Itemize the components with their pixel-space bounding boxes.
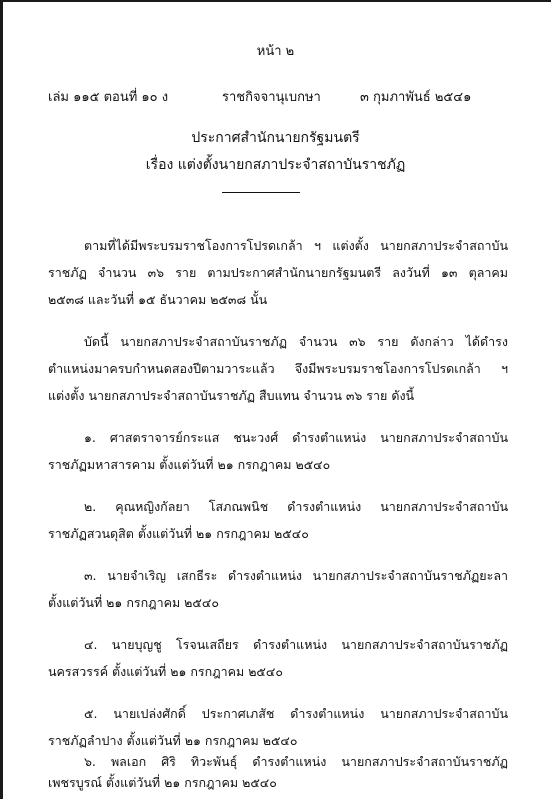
appointment-item-cont: ราชภัฏสวนดุสิต ตั้งแต่วันที่ ๒๑ กรกฎาคม ๒๕๔๐ bbox=[48, 526, 309, 541]
paragraph-1-line: ๒๕๓๘ และวันที่ ๑๕ ธันวาคม ๒๕๓๘ นั้น bbox=[48, 292, 268, 307]
paragraph-1-line: ตามที่ได้มีพระบรมราชโองการโปรดเกล้า ฯ แต่งตั้ง นายกสภาประจำสถาบัน bbox=[84, 238, 508, 253]
scan-edge bbox=[0, 0, 3, 799]
appointment-item: ๔. นายบุญชู โรจนเสถียร ดำรงตำแหน่ง นายกสภาประจำสถาบันราชภัฏ bbox=[84, 637, 508, 652]
appointment-item: ๕. นายเปล่งศักดิ์ ประกาศเภสัช ดำรงตำแหน่ง นายกสภาประจำสถาบัน bbox=[84, 706, 508, 721]
appointment-item: ๑. ศาสตราจารย์กระแส ชนะวงศ์ ดำรงตำแหน่ง นายกสภาประจำสถาบัน bbox=[84, 430, 508, 445]
title-divider bbox=[222, 192, 300, 193]
appointment-item-cont: ตั้งแต่วันที่ ๒๑ กรกฎาคม ๒๕๔๐ bbox=[48, 595, 219, 610]
paragraph-1-line: ราชภัฏ จำนวน ๓๖ ราย ตามประกาศสำนักนายกรัฐมนตรี ลงวันที่ ๑๓ ตุลาคม bbox=[48, 265, 508, 280]
paragraph-2-line: บัดนี้ นายกสภาประจำสถาบันราชภัฏ จำนวน ๓๖ ราย ดังกล่าว ได้ดำรง bbox=[84, 334, 508, 349]
appointment-item-cont: ราชภัฏมหาสารคาม ตั้งแต่วันที่ ๒๑ กรกฎาคม ๒๕๔๐ bbox=[48, 457, 331, 472]
appointment-item-cont: เพชรบูรณ์ ตั้งแต่วันที่ ๒๑ กรกฎาคม ๒๕๔๐ bbox=[48, 775, 277, 790]
volume-info: เล่ม ๑๑๕ ตอนที่ ๑๐ ง bbox=[48, 90, 169, 105]
appointment-item: ๓. นายจำเริญ เสกธีระ ดำรงตำแหน่ง นายกสภาประจำสถาบันราชภัฏยะลา bbox=[84, 568, 508, 583]
publication-date: ๓ กุมภาพันธ์ ๒๕๔๑ bbox=[360, 90, 472, 105]
appointment-item: ๖. พลเอก ศิริ ทิวะพันธุ์ ดำรงตำแหน่ง นายกสภาประจำสถาบันราชภัฏ bbox=[84, 754, 508, 769]
appointment-item: ๒. คุณหญิงกัลยา โสภณพนิช ดำรงตำแหน่ง นายกสภาประจำสถาบัน bbox=[84, 499, 508, 514]
paragraph-2-line: แต่งตั้ง นายกสภาประจำสถาบันราชภัฏ สืบแทน จำนวน ๓๖ ราย ดังนี้ bbox=[48, 388, 415, 403]
announcement-subject: เรื่อง แต่งตั้งนายกสภาประจำสถาบันราชภัฏ bbox=[145, 157, 406, 173]
page-number: หน้า ๒ bbox=[256, 44, 295, 59]
paragraph-2-line: ตำแหน่งมาครบกำหนดสองปีตามวาระแล้ว จึงมีพระบรมราชโองการโปรดเกล้า ฯ bbox=[48, 361, 508, 376]
announcement-title: ประกาศสำนักนายกรัฐมนตรี bbox=[191, 130, 360, 146]
gazette-name: ราชกิจจานุเบกษา bbox=[222, 90, 321, 105]
scan-edge-top bbox=[0, 0, 551, 2]
appointment-item-cont: ราชภัฏลำปาง ตั้งแต่วันที่ ๒๑ กรกฎาคม ๒๕๔๐ bbox=[48, 733, 298, 748]
appointment-item-cont: นครสวรรค์ ตั้งแต่วันที่ ๒๑ กรกฎาคม ๒๕๔๐ bbox=[48, 664, 283, 679]
